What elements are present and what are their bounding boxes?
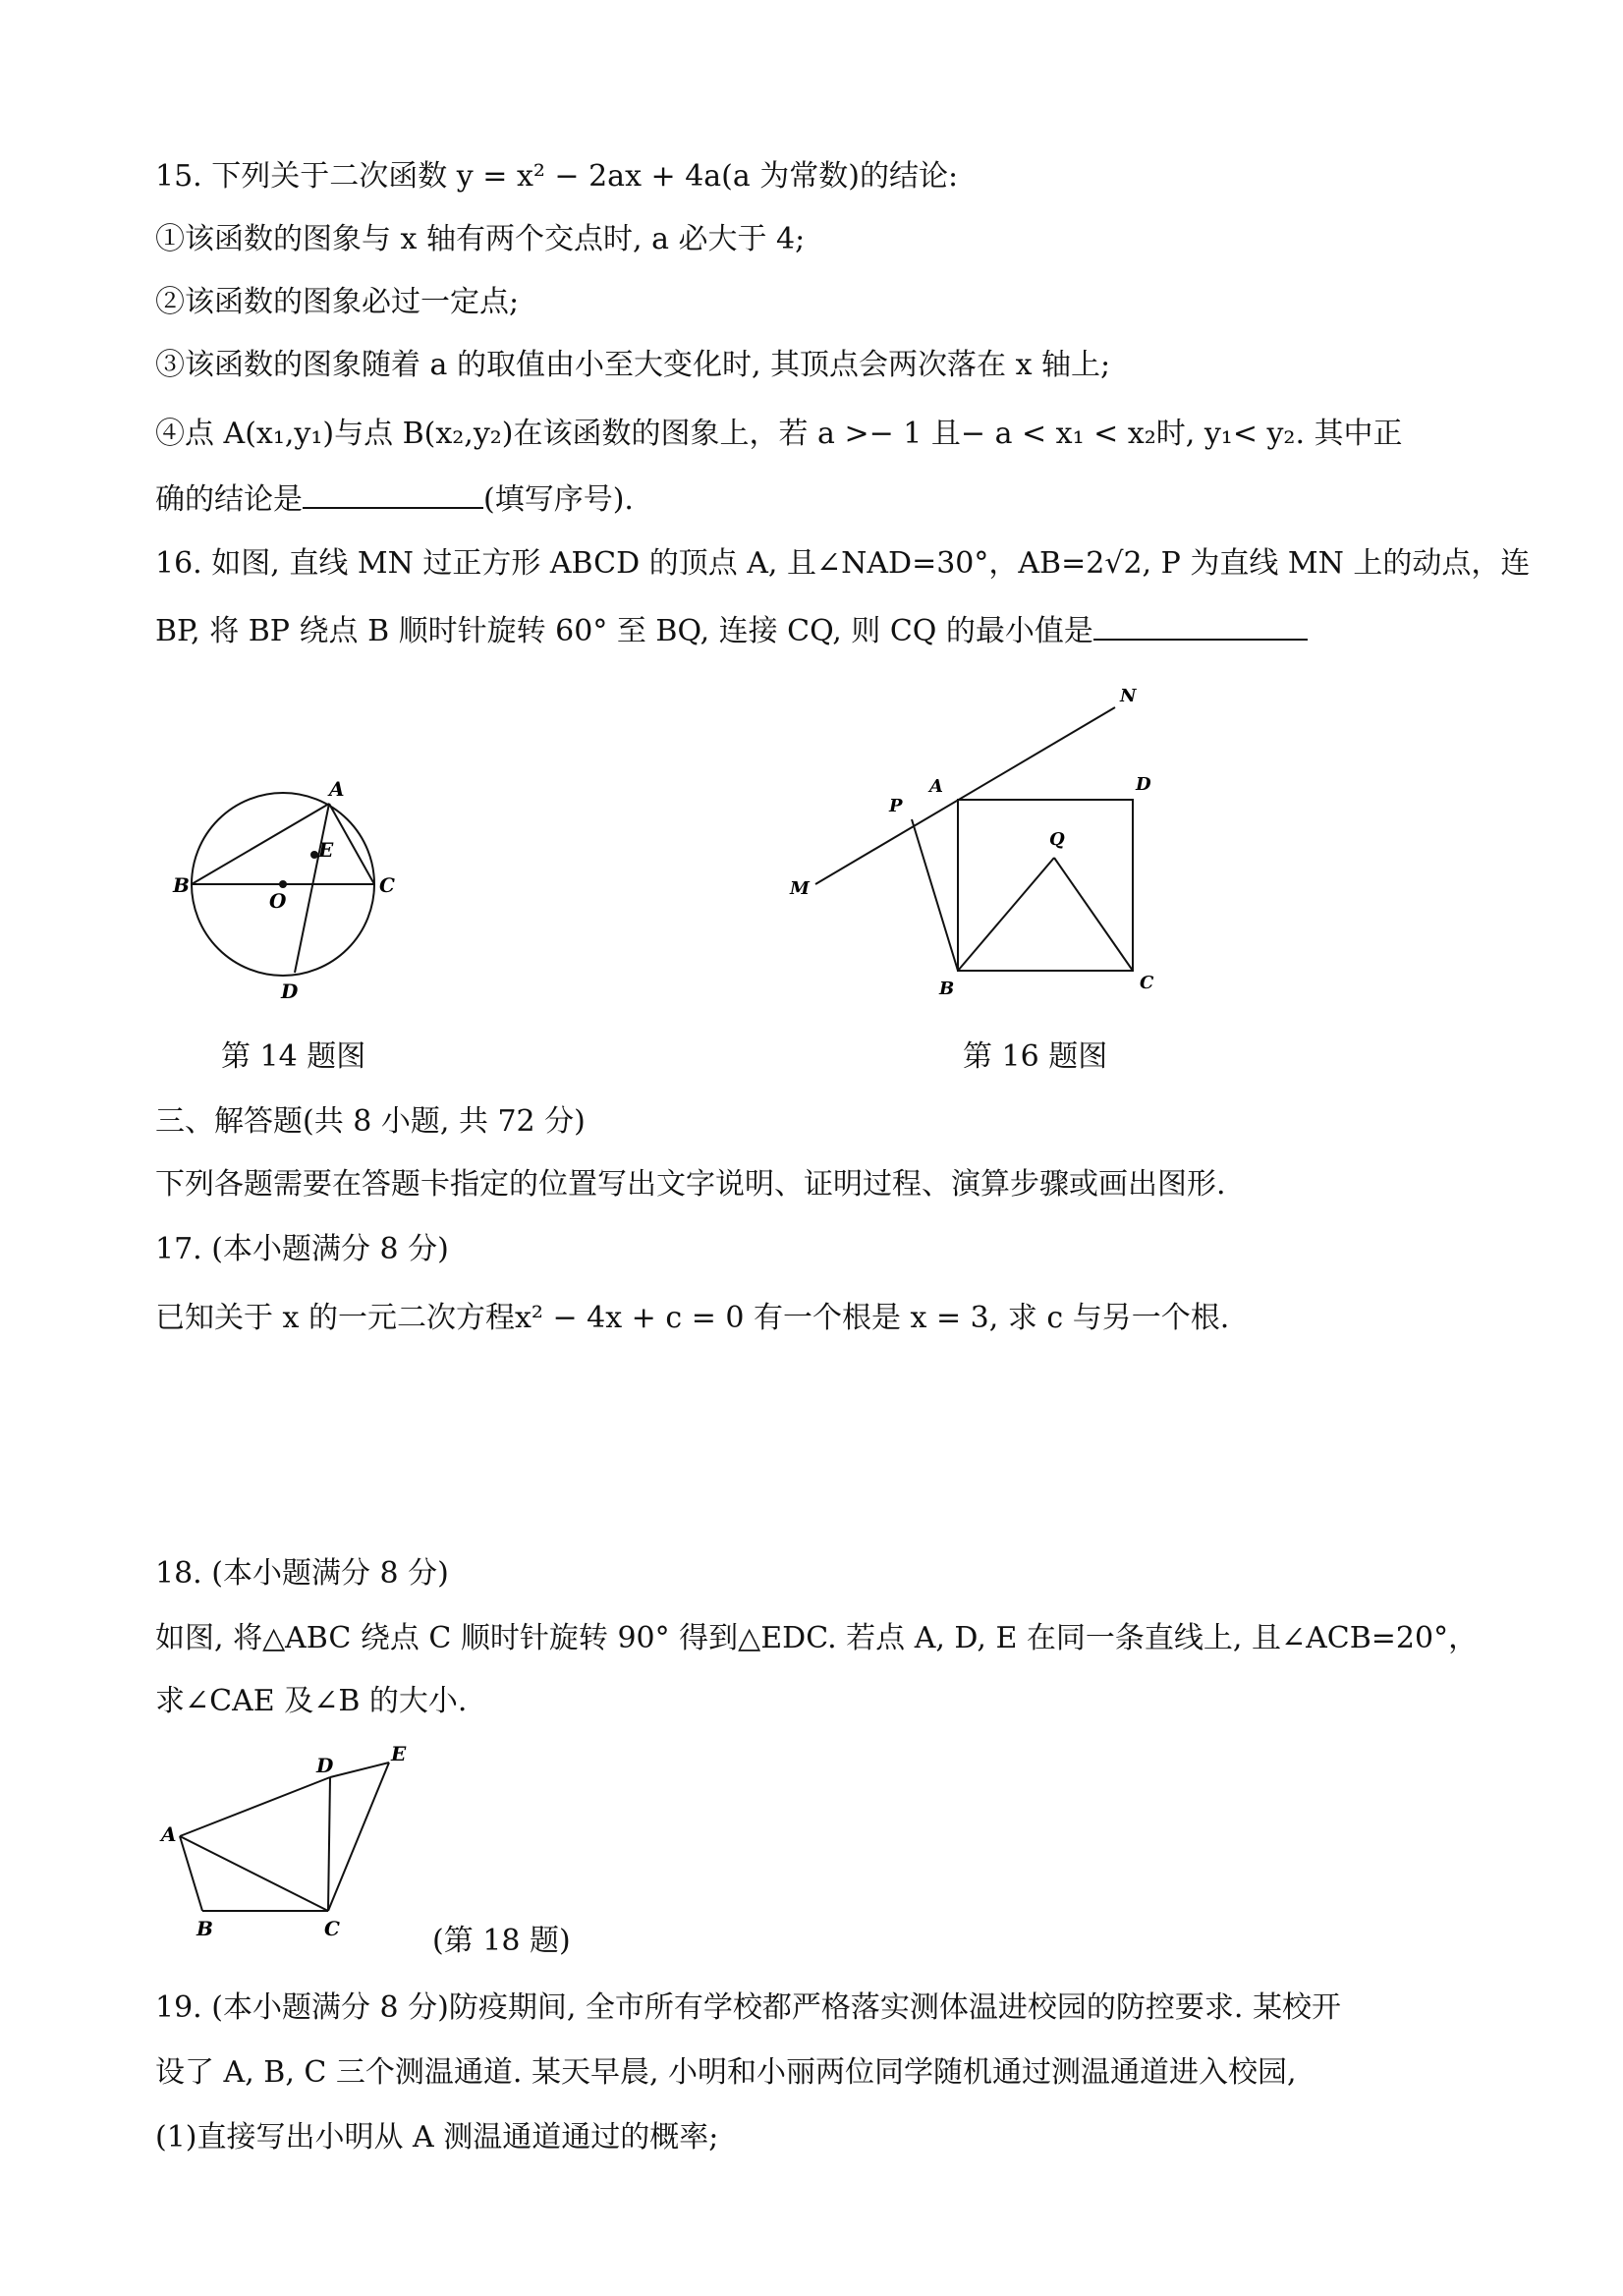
q15-line-1: 15. 下列关于二次函数 y = x² − 2ax + 4a(a 为常数)的结论:	[155, 159, 959, 194]
answer-blank-16[interactable]	[1093, 609, 1308, 641]
q16-line-2	[155, 609, 1308, 651]
q18-line-2: 求∠CAE 及∠B 的大小.	[155, 1684, 468, 1718]
q15-line-6-start: 确的结论是	[155, 482, 303, 517]
section-3-title: 三、解答题(共 8 小题, 共 72 分)	[155, 1104, 586, 1139]
q15-line-4: ③该函数的图象随着 a 的取值由小至大变化时, 其顶点会两次落在 x 轴上;	[155, 348, 1111, 382]
q15-line-6-end: (填写序号).	[483, 482, 634, 517]
q15-line-5: ④点 A(x₁,y₁)与点 B(x₂,y₂)在该函数的图象上，若 a >− 1 且− a < x₁ < x₂时, y₁< y₂. 其中正	[155, 417, 1403, 451]
fig16-line-mn	[815, 707, 1115, 884]
fig16-label-c: C	[1140, 973, 1154, 993]
fig18-segment-ad	[180, 1777, 330, 1836]
fig16-label-m: M	[790, 878, 810, 899]
fig18-label-a: A	[161, 1822, 177, 1846]
fig18-segment-ab	[180, 1836, 202, 1911]
fig14-point-o	[279, 880, 287, 888]
q18-line-1: 如图, 将△ABC 绕点 C 顺时针旋转 90° 得到△EDC. 若点 A, D, E 在同一条直线上, 且∠ACB=20°，	[155, 1621, 1479, 1655]
fig14-label-d: D	[281, 980, 299, 1003]
section-3-instruction: 下列各题需要在答题卡指定的位置写出文字说明、证明过程、演算步骤或画出图形.	[155, 1167, 1226, 1202]
fig16-segment-bq	[958, 858, 1054, 971]
q18-heading: 18. (本小题满分 8 分)	[155, 1556, 449, 1591]
q19-line-2: 设了 A, B, C 三个测温通道. 某天早晨, 小明和小丽两位同学随机通过测温通道进入校园,	[155, 2055, 1297, 2090]
fig18-segment-de	[330, 1763, 389, 1777]
figure-14	[167, 766, 422, 1012]
fig16-segment-bp	[912, 819, 958, 971]
q16-line-1: 16. 如图, 直线 MN 过正方形 ABCD 的顶点 A, 且∠NAD=30°，AB=2√2, P 为直线 MN 上的动点，连	[155, 546, 1531, 581]
fig16-label-q: Q	[1049, 829, 1065, 850]
fig14-chord-ac	[329, 804, 374, 884]
fig14-point-e	[310, 851, 318, 859]
fig16-label-b: B	[939, 979, 955, 999]
fig14-chord-ad	[295, 804, 329, 973]
fig18-segment-ac	[180, 1836, 328, 1911]
fig14-label-a: A	[329, 777, 345, 801]
fig14-label-o: O	[269, 889, 287, 913]
fig16-label-d: D	[1136, 774, 1151, 795]
q19-line-1: 19. (本小题满分 8 分)防疫期间, 全市所有学校都严格落实测体温进校园的防控要求. 某校开	[155, 1990, 1341, 2025]
figure-16	[776, 678, 1189, 1002]
answer-blank-15[interactable]	[303, 477, 483, 509]
fig16-segment-cq	[1054, 858, 1133, 971]
fig18-caption: (第 18 题)	[432, 1924, 571, 1958]
fig16-caption: 第 16 题图	[963, 1039, 1108, 1074]
fig14-label-c: C	[379, 873, 395, 897]
fig14-caption: 第 14 题图	[221, 1039, 366, 1074]
fig18-label-b: B	[196, 1917, 213, 1940]
fig16-square-abcd	[958, 800, 1133, 971]
q17-body: 已知关于 x 的一元二次方程x² − 4x + c = 0 有一个根是 x = 3, 求 c 与另一个根.	[155, 1301, 1230, 1335]
q17-heading: 17. (本小题满分 8 分)	[155, 1232, 449, 1266]
fig16-label-p: P	[889, 796, 903, 816]
fig16-label-n: N	[1120, 686, 1137, 706]
fig14-label-e: E	[318, 838, 334, 862]
fig16-label-a: A	[929, 776, 943, 797]
fig18-segment-ec	[328, 1763, 389, 1911]
fig14-label-b: B	[173, 873, 190, 897]
fig18-segment-dc	[328, 1777, 330, 1911]
q19-line-3: (1)直接写出小明从 A 测温通道通过的概率;	[155, 2120, 719, 2155]
fig18-label-c: C	[324, 1917, 340, 1940]
fig14-chord-ba	[192, 804, 329, 884]
q15-line-2: ①该函数的图象与 x 轴有两个交点时, a 必大于 4;	[155, 222, 806, 256]
fig18-label-e: E	[391, 1742, 407, 1765]
q16-line-2-text: BP, 将 BP 绕点 B 顺时针旋转 60° 至 BQ, 连接 CQ, 则 CQ 的最小值是	[155, 614, 1093, 648]
q15-line-6	[155, 477, 634, 520]
fig18-label-d: D	[316, 1754, 334, 1777]
figure-18	[147, 1739, 432, 1945]
q15-line-3: ②该函数的图象必过一定点;	[155, 285, 520, 319]
